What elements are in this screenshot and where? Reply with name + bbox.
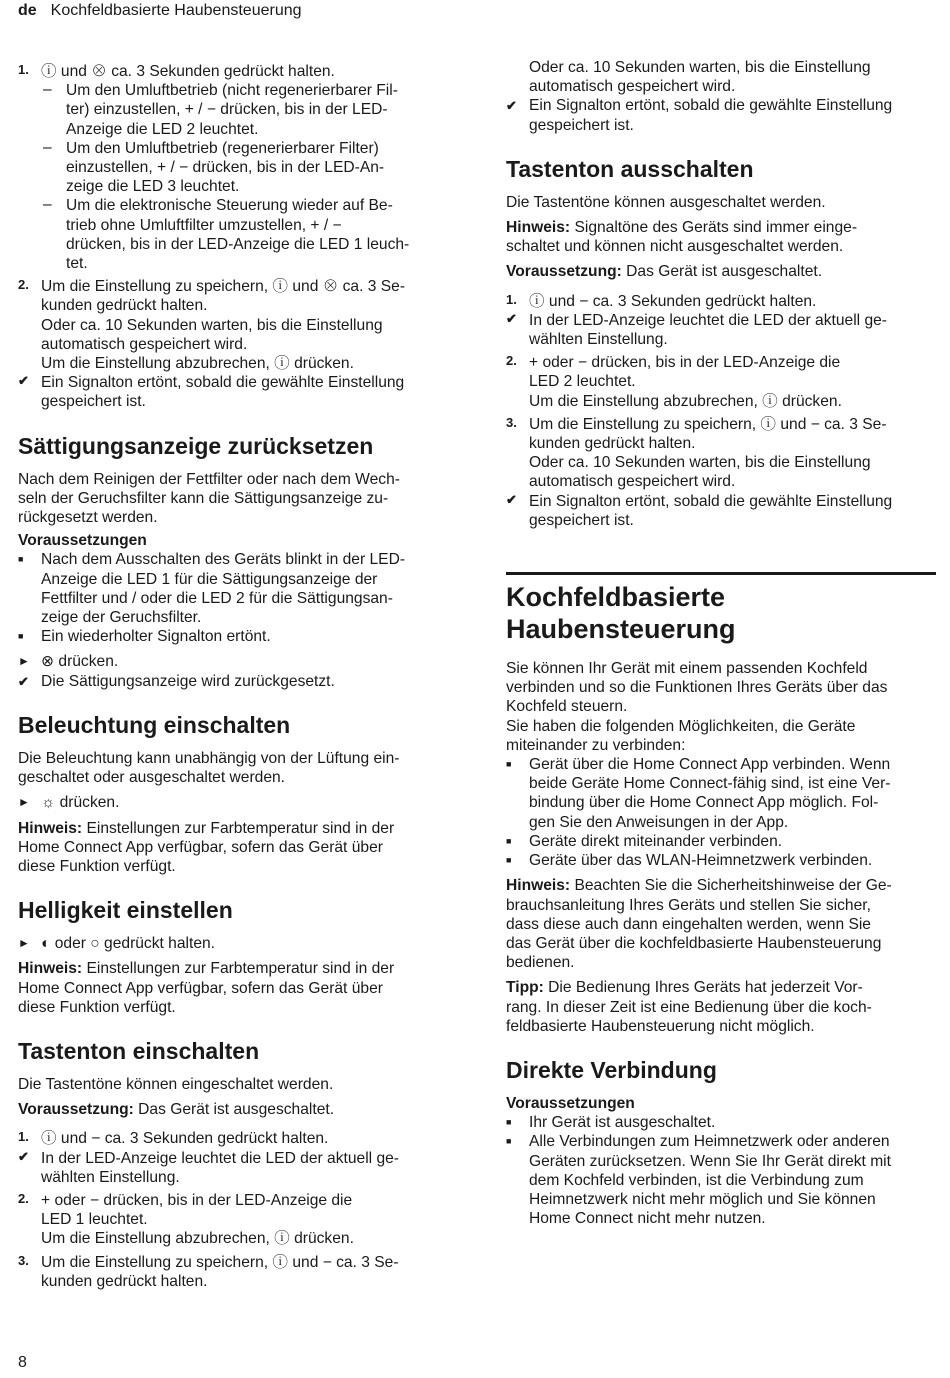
step-number: 3.	[18, 1252, 29, 1268]
note-line: Hinweis: Einstellungen zur Farbtemperatur sind in der	[18, 960, 395, 978]
step	[18, 1253, 458, 1291]
prereq-label: Voraussetzung:	[506, 263, 622, 281]
step-number: 1.	[18, 62, 29, 77]
note-line: rang. In dieser Zeit ist eine Bedienung über die koch-	[506, 998, 872, 1016]
text-line: Sie können Ihr Gerät mit einem passenden Kochfeld	[506, 660, 868, 678]
note-line: schaltet und können nicht ausgeschaltet werden.	[506, 238, 844, 256]
text-line: Oder ca. 10 Sekunden warten, bis die Einstellung	[41, 316, 383, 334]
text-line: Um die Einstellung zu speichern, ⓘ und ⊗ ca. 3 Se-	[41, 278, 406, 296]
check-icon: ✔	[506, 98, 517, 114]
result-line	[506, 311, 936, 349]
text-line: Um die Einstellung abzubrechen, ⓘ drücken.	[41, 1230, 354, 1248]
left-column	[18, 58, 458, 1291]
text-line: Um die Einstellung abzubrechen, ⓘ drücken.	[41, 355, 354, 373]
main-title: Kochfeldbasierte Haubensteuerung	[506, 582, 736, 645]
step	[18, 62, 458, 81]
ton-on-steps	[18, 1129, 458, 1291]
text-line: kunden gedrückt halten.	[41, 1272, 208, 1290]
text-line: ⓘ und − ca. 3 Sekunden gedrückt halten.	[41, 1130, 329, 1148]
note-line: dass diese auch dann eingehalten werden, wenn Sie	[506, 915, 871, 933]
bright-action-text: ◐ oder ○ gedrückt halten.	[41, 935, 216, 953]
step-number: 2.	[18, 1190, 29, 1206]
bullet-icon: ■	[506, 1136, 512, 1147]
text-line: Oder ca. 10 Sekunden warten, bis die Einstellung	[529, 454, 871, 472]
text-line: gespeichert ist.	[529, 511, 634, 529]
dash-icon: –	[43, 138, 52, 156]
note-line: bedienen.	[506, 954, 575, 972]
text-line: automatisch gespeichert wird.	[529, 78, 736, 96]
triangle-icon: ►	[18, 654, 30, 669]
text-line: Die Beleuchtung kann unabhängig von der Lüftung ein-	[18, 749, 400, 767]
check-icon: ✔	[18, 673, 29, 689]
text-line: geschaltet oder ausgeschaltet werden.	[18, 769, 285, 787]
note-line: Hinweis: Beachten Sie die Sicherheitshinweise der Ge-	[506, 877, 892, 895]
note-line: Hinweis: Signaltöne des Geräts sind immer einge-	[506, 219, 858, 237]
section-title-tastenton-ein: Tastenton einschalten	[18, 1037, 260, 1064]
step	[18, 277, 458, 373]
light-action	[18, 793, 458, 812]
sub-step	[18, 196, 458, 273]
sat-result-text: Die Sättigungsanzeige wird zurückgesetzt.	[41, 672, 335, 690]
note-line: Tipp: Die Bedienung Ihres Geräts hat jederzeit Vor-	[506, 979, 863, 997]
main-intro	[506, 659, 936, 755]
section-title-saettigung: Sättigungsanzeige zurücksetzen	[18, 432, 374, 459]
note-line: diese Funktion verfügt.	[18, 998, 176, 1016]
sub-step	[18, 139, 458, 197]
text-line: Nach dem Reinigen der Fettfilter oder nach dem Wech-	[18, 470, 400, 488]
list-item	[506, 1132, 936, 1228]
text-line: Kochfeld steuern.	[506, 698, 628, 716]
sat-result	[18, 672, 458, 691]
text-line: gen Sie den Anweisungen in der App.	[529, 813, 789, 831]
note-line: Hinweis: Einstellungen zur Farbtemperatur sind in der	[18, 819, 395, 837]
prereq-text: Das Gerät ist ausgeschaltet.	[621, 263, 823, 281]
sat-action-text: ⊗ drücken.	[41, 653, 119, 671]
note-line: feldbasierte Haubensteuerung nicht möglich.	[506, 1017, 815, 1035]
step-number: 2.	[18, 277, 29, 293]
check-icon: ✔	[18, 1148, 29, 1164]
main-note	[506, 876, 936, 972]
note-label: Hinweis:	[18, 819, 83, 837]
text-line: verbinden und so die Funktionen Ihres Geräts über das	[506, 679, 888, 697]
text-line: zeige die LED 3 leuchtet.	[66, 178, 240, 196]
list-item	[506, 851, 936, 870]
ton-off-note	[506, 218, 936, 256]
text-line: einzustellen, + / − drücken, bis in der LED-An-	[66, 159, 385, 177]
light-note	[18, 819, 458, 877]
text-line: LED 1 leuchtet.	[41, 1211, 148, 1229]
bullet-icon: ■	[506, 855, 512, 866]
text-line: rückgesetzt werden.	[18, 509, 158, 527]
text-line: Ihr Gerät ist ausgeschaltet.	[529, 1114, 716, 1132]
bullet-icon: ■	[18, 554, 24, 565]
result-line	[18, 373, 458, 411]
bright-note	[18, 959, 458, 1017]
note-line: das Gerät über die kochfeldbasierte Haubensteuerung	[506, 934, 882, 952]
ton-off-steps	[506, 292, 936, 530]
text-line: + oder − drücken, bis in der LED-Anzeige die	[41, 1191, 353, 1209]
text-line: Sie haben die folgenden Möglichkeiten, die Geräte	[506, 717, 856, 735]
light-intro	[18, 749, 458, 787]
text-line: Um die elektronische Steuerung wieder auf Be-	[66, 197, 393, 215]
light-action-text: ☼ drücken.	[41, 794, 120, 812]
text-line: drücken, bis in der LED-Anzeige die LED 1 leuch-	[66, 235, 410, 253]
text-line: In der LED-Anzeige leuchtet die LED der aktuell ge-	[41, 1149, 399, 1167]
text-line: kunden gedrückt halten.	[41, 297, 208, 315]
cont-lines	[506, 58, 936, 96]
text-line: ⓘ und − ca. 3 Sekunden gedrückt halten.	[529, 292, 817, 310]
text-line: Geräte direkt miteinander verbinden.	[529, 832, 783, 850]
text-line: Ein wiederholter Signalton ertönt.	[41, 628, 271, 646]
list-item	[18, 550, 458, 627]
page-header	[18, 2, 302, 20]
step	[506, 353, 936, 411]
text-line: ter) einzustellen, + / − drücken, bis in der LED-	[66, 101, 388, 119]
text-line: bindung über die Home Connect App möglich. Fol-	[529, 794, 879, 812]
ton-off-prereq	[506, 262, 936, 281]
text-line: Geräten zurücksetzen. Wenn Sie Ihr Gerät direkt mit	[529, 1152, 891, 1170]
steps-top	[18, 62, 458, 412]
text-line: zeige der Geruchsfilter.	[41, 609, 202, 627]
main-tip	[506, 978, 936, 1036]
text-line: gespeichert ist.	[41, 393, 146, 411]
section-title-helligkeit: Helligkeit einstellen	[18, 897, 233, 924]
bullet-icon: ■	[506, 759, 512, 770]
text-line: Gerät über die Home Connect App verbinden. Wenn	[529, 756, 891, 774]
sat-intro	[18, 470, 458, 528]
bullet-icon: ■	[506, 835, 512, 846]
text-line: Geräte über das WLAN-Heimnetzwerk verbinden.	[529, 852, 873, 870]
list-item	[506, 755, 936, 832]
text-line: kunden gedrückt halten.	[529, 435, 696, 453]
bright-action	[18, 934, 458, 953]
main-bullets	[506, 755, 936, 870]
text-line: Alle Verbindungen zum Heimnetzwerk oder anderen	[529, 1133, 890, 1151]
sat-action	[18, 652, 458, 671]
step-number: 3.	[506, 414, 517, 430]
list-item	[18, 627, 458, 646]
result-line	[506, 492, 936, 530]
prereq-label: Voraussetzung:	[18, 1101, 134, 1119]
ton-off-intro: Die Tastentöne können ausgeschaltet werden.	[506, 193, 826, 211]
bullet-icon: ■	[18, 631, 24, 642]
note-label: Hinweis:	[506, 219, 571, 237]
cont-check-text: Ein Signalton ertönt, sobald die gewählte Einstellung gespeichert ist.	[529, 97, 893, 134]
sat-bullets	[18, 550, 458, 646]
step-number: 2.	[506, 353, 517, 369]
text-line: ⓘ und ⊗ ca. 3 Sekunden gedrückt halten.	[41, 63, 335, 80]
prereq-text: Das Gerät ist ausgeschaltet.	[133, 1101, 335, 1119]
triangle-icon: ►	[18, 795, 30, 810]
step	[18, 1129, 458, 1148]
dash-icon: –	[43, 196, 52, 214]
text-line: + oder − drücken, bis in der LED-Anzeige die	[529, 354, 841, 372]
text-line: Nach dem Ausschalten des Geräts blinkt in der LED-	[41, 551, 406, 569]
sat-prereq-label: Voraussetzungen	[18, 532, 147, 550]
text-line: Ein Signalton ertönt, sobald die gewählte Einstellung	[529, 492, 893, 510]
text-line: seln der Geruchsfilter kann die Sättigungsanzeige zu-	[18, 489, 389, 507]
text-line: In der LED-Anzeige leuchtet die LED der aktuell ge-	[529, 311, 887, 329]
ton-on-intro: Die Tastentöne können eingeschaltet werden.	[18, 1075, 334, 1093]
page-number: 8	[18, 1354, 27, 1371]
text-line: Fettfilter und / oder die LED 2 für die Sättigungsan-	[41, 589, 393, 607]
header-title: Kochfeldbasierte Haubensteuerung	[50, 2, 302, 19]
language-code: de	[18, 2, 37, 19]
note-label: Hinweis:	[506, 877, 571, 895]
list-item	[506, 832, 936, 851]
right-column	[506, 58, 936, 1228]
text-line: LED 2 leuchtet.	[529, 373, 636, 391]
section-title-tastenton-aus: Tastenton ausschalten	[506, 155, 754, 182]
text-line: Anzeige die LED 1 für die Sättigungsanzeige der	[41, 570, 378, 588]
text-line: Um den Umluftbetrieb (nicht regenerierbarer Fil-	[66, 82, 398, 100]
text-line: Heimnetzwerk nicht mehr möglich und Sie können	[529, 1190, 876, 1208]
section-title-beleuchtung: Beleuchtung einschalten	[18, 711, 291, 738]
note-line: brauchsanleitung Ihres Geräts und stellen Sie sicher,	[506, 896, 871, 914]
dash-icon: –	[43, 81, 52, 99]
text-line: automatisch gespeichert wird.	[529, 473, 736, 491]
result-line	[18, 1149, 458, 1187]
text-line: wählten Einstellung.	[529, 331, 668, 349]
section-divider	[506, 572, 936, 575]
text-line: miteinander zu verbinden:	[506, 736, 686, 754]
list-item	[506, 1113, 936, 1132]
bullet-icon: ■	[506, 1117, 512, 1128]
text-line: automatisch gespeichert wird.	[41, 335, 248, 353]
check-icon: ✔	[18, 373, 29, 389]
text-line: Um die Einstellung abzubrechen, ⓘ drücken.	[529, 392, 842, 410]
direct-prereq-label: Voraussetzungen	[506, 1094, 635, 1112]
cont-check	[506, 96, 936, 134]
note-label: Tipp:	[506, 979, 544, 997]
note-label: Hinweis:	[18, 960, 83, 978]
sub-step	[18, 81, 458, 139]
note-line: diese Funktion verfügt.	[18, 857, 176, 875]
text-line: tet.	[66, 255, 88, 273]
step	[18, 1191, 458, 1249]
text-line: Oder ca. 10 Sekunden warten, bis die Einstellung	[529, 59, 871, 76]
text-line: beide Geräte Home Connect-fähig sind, ist eine Ver-	[529, 775, 891, 793]
text-line: wählten Einstellung.	[41, 1168, 180, 1186]
step	[506, 415, 936, 492]
note-line: Home Connect App verfügbar, sofern das Gerät über	[18, 838, 383, 856]
triangle-icon: ►	[18, 936, 30, 951]
text-line: Um den Umluftbetrieb (regenerierbarer Filter)	[66, 139, 379, 157]
text-line: Anzeige die LED 2 leuchtet.	[66, 120, 259, 138]
ton-on-prereq	[18, 1100, 458, 1119]
text-line: trieb ohne Umluftfilter umzustellen, + / −	[66, 216, 342, 234]
section-title-direkte-verbindung: Direkte Verbindung	[506, 1056, 717, 1083]
text-line: Um die Einstellung zu speichern, ⓘ und − ca. 3 Se-	[529, 415, 887, 433]
check-icon: ✔	[506, 310, 517, 326]
step-number: 1.	[18, 1129, 29, 1145]
step	[506, 292, 936, 311]
note-line: Home Connect App verfügbar, sofern das Gerät über	[18, 979, 383, 997]
text-line: dem Kochfeld verbinden, ist die Verbindung zum	[529, 1171, 864, 1189]
step-number: 1.	[506, 291, 517, 307]
text-line: Ein Signalton ertönt, sobald die gewählte Einstellung	[41, 374, 405, 392]
check-icon: ✔	[506, 491, 517, 507]
text-line: Home Connect nicht mehr nutzen.	[529, 1210, 766, 1228]
direct-bullets	[506, 1113, 936, 1228]
text-line: Um die Einstellung zu speichern, ⓘ und − ca. 3 Se-	[41, 1253, 399, 1271]
